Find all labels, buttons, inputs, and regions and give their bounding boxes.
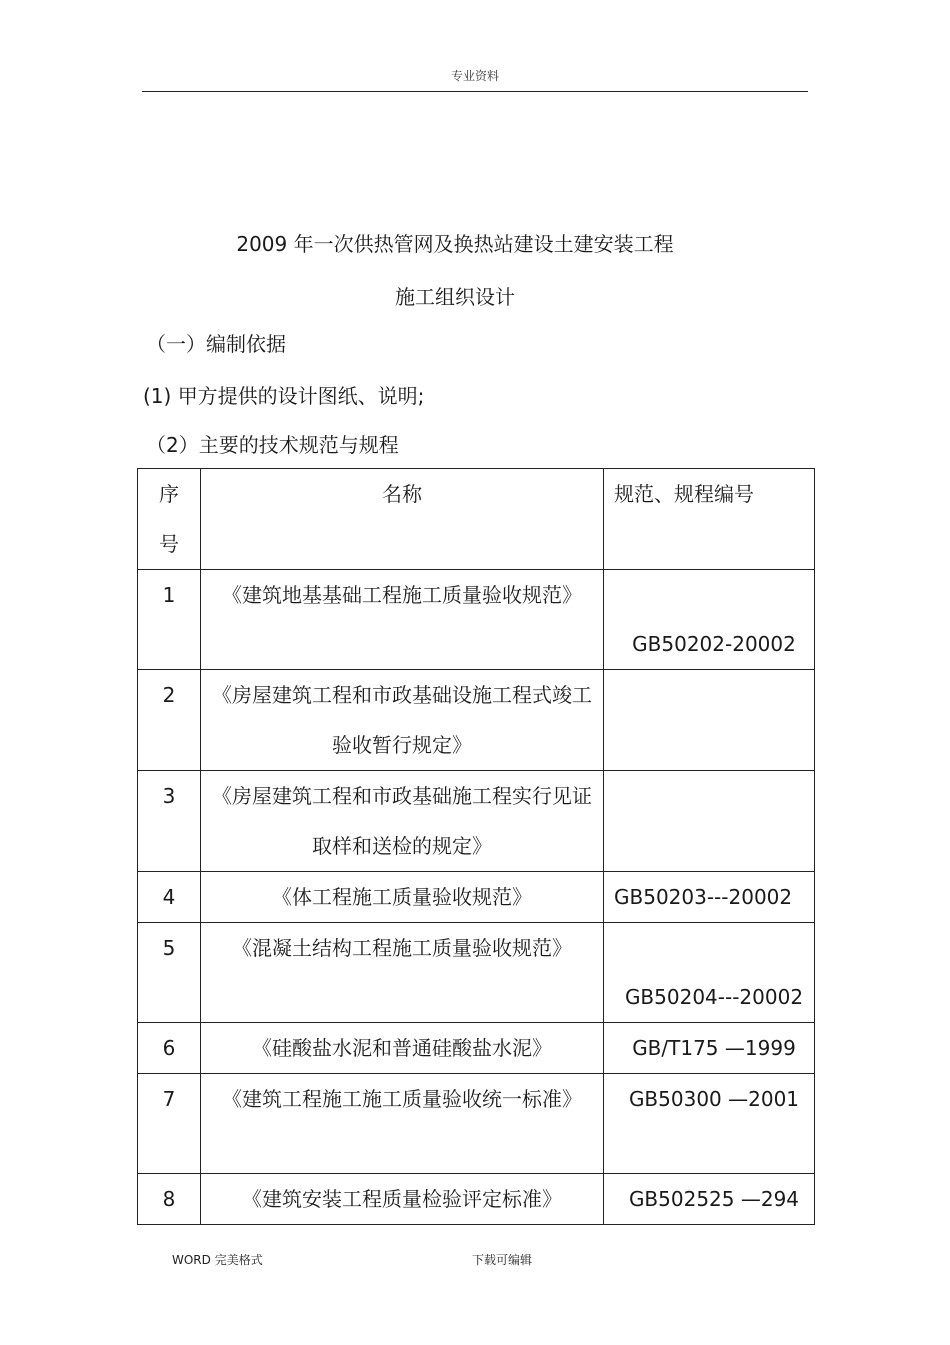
table-row [138, 1174, 815, 1225]
row-seq: 8 [138, 1174, 201, 1225]
table-row [138, 1023, 815, 1074]
table-row [138, 570, 815, 670]
row-code: GB50202-20002 [604, 570, 815, 670]
footer-right: 下载可编辑 [472, 1253, 533, 1267]
header-rule [142, 91, 808, 92]
document-title: 2009 年一次供热管网及换热站建设土建安装工程 [236, 232, 674, 256]
row-code: GB50203---20002 [604, 872, 815, 923]
row-code [604, 771, 815, 872]
row-name: 《建筑工程施工施工质量验收统一标准》 [201, 1074, 604, 1174]
table-row [138, 872, 815, 923]
row-name: 《体工程施工质量验收规范》 [201, 872, 604, 923]
header-seq: 序号 [138, 469, 201, 570]
row-code: GB502525 —294 [604, 1174, 815, 1225]
table-header-row [138, 469, 815, 570]
row-seq: 6 [138, 1023, 201, 1074]
table-row [138, 771, 815, 872]
row-seq: 7 [138, 1074, 201, 1174]
row-name: 《混凝土结构工程施工质量验收规范》 [201, 923, 604, 1023]
row-code: GB50204---20002 [604, 923, 815, 1023]
basis-item: （2）主要的技术规范与规程 [146, 433, 399, 457]
row-seq: 2 [138, 670, 201, 771]
row-seq: 4 [138, 872, 201, 923]
basis-item: (1) 甲方提供的设计图纸、说明; [143, 384, 425, 408]
row-seq: 3 [138, 771, 201, 872]
row-seq: 1 [138, 570, 201, 670]
section-heading: （一）编制依据 [146, 332, 286, 356]
page-header: 专业资料 [450, 69, 499, 83]
table-row [138, 1074, 815, 1174]
row-seq: 5 [138, 923, 201, 1023]
row-code [604, 670, 815, 771]
row-name: 《房屋建筑工程和市政基础设施工程式竣工验收暂行规定》 [201, 670, 604, 771]
row-name: 《硅酸盐水泥和普通硅酸盐水泥》 [201, 1023, 604, 1074]
row-name: 《建筑安装工程质量检验评定标准》 [201, 1174, 604, 1225]
document-subtitle: 施工组织设计 [395, 285, 515, 309]
row-code: GB50300 —2001 [604, 1074, 815, 1174]
row-name: 《房屋建筑工程和市政基础施工程实行见证取样和送检的规定》 [201, 771, 604, 872]
row-name: 《建筑地基基础工程施工质量验收规范》 [201, 570, 604, 670]
standards-table [137, 468, 815, 1225]
table-row [138, 923, 815, 1023]
header-name: 名称 [201, 469, 604, 570]
table-row [138, 670, 815, 771]
footer-left: WORD 完美格式 [172, 1253, 263, 1267]
header-code: 规范、规程编号 [604, 469, 815, 570]
row-code: GB/T175 —1999 [604, 1023, 815, 1074]
